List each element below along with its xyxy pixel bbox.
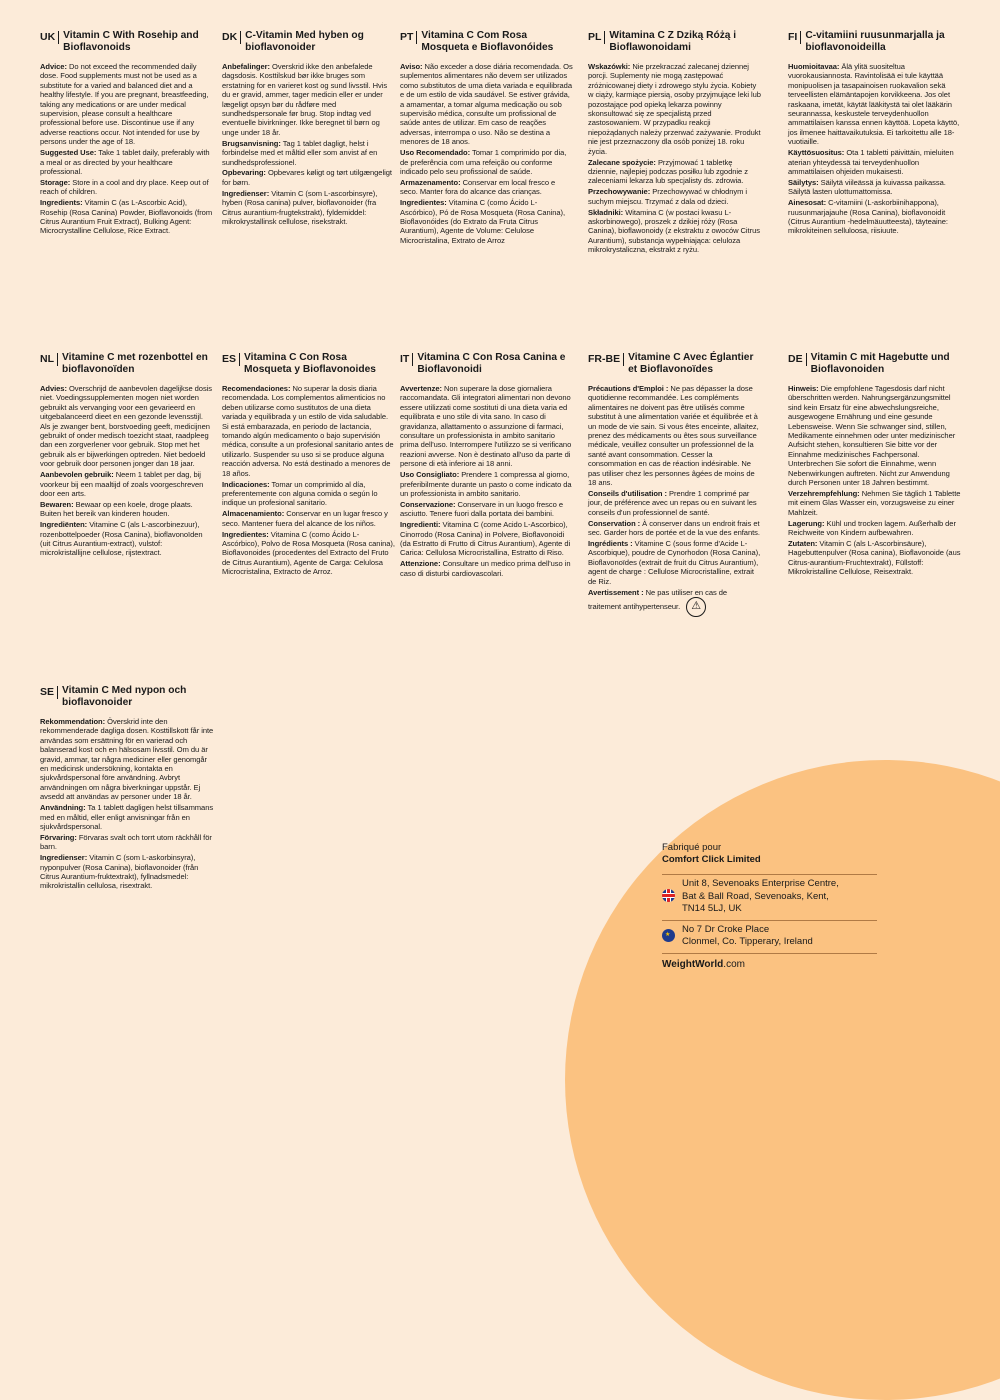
label-paragraph xyxy=(40,833,214,852)
paragraph-text: Tomar un comprimido al día, preferentemente con alguna comida o según lo indique un profesional sanitario. xyxy=(222,479,378,508)
paragraph-text: Przechowywać w chłodnym i suchym miejscu. Trzymać z dala od dzieci. xyxy=(588,187,748,206)
ie-address-line: No 7 Dr Croke Place xyxy=(682,923,770,935)
product-title: C-Vitamin Med hyben og bioflavonoider xyxy=(245,30,364,53)
label-paragraph xyxy=(788,489,962,517)
label-paragraph xyxy=(40,62,214,147)
label-paragraph xyxy=(222,384,396,478)
label-paragraph xyxy=(400,470,574,498)
section-se xyxy=(40,685,214,892)
label-paragraph xyxy=(40,178,214,197)
paragraph-text: Tomar 1 comprimido por dia, de preferência com uma refeição ou conforme indicado pelo seu profissional de saúde. xyxy=(400,148,567,176)
language-code: IT xyxy=(400,353,413,366)
paragraph-label: Storage: xyxy=(40,177,71,187)
label-paragraph xyxy=(222,139,396,167)
paragraph-label: Rekommendation: xyxy=(40,717,106,726)
paragraph-text: Säilytä viileässä ja kuivassa paikassa. Säilytä lasten ulottumattomissa. xyxy=(788,177,946,197)
label-paragraph xyxy=(40,198,214,236)
paragraph-label: Ingredientes: xyxy=(400,198,447,208)
section-header xyxy=(588,30,762,53)
label-paragraph xyxy=(400,198,574,245)
label-paragraph xyxy=(588,62,762,156)
label-paragraph xyxy=(788,198,962,236)
manufacturer-prefix: Fabriqué pour xyxy=(662,842,722,853)
section-dk xyxy=(222,30,396,228)
paragraph-label: Huomioitavaa: xyxy=(788,62,840,71)
label-paragraph xyxy=(588,187,762,206)
uk-address-line: Unit 8, Sevenoaks Enterprise Centre, xyxy=(682,878,839,889)
paragraph-text: Nehmen Sie täglich 1 Tablette mit einem Glas Wasser ein, vorzugsweise zu einer Mahlzeit. xyxy=(788,488,961,517)
label-paragraph xyxy=(788,519,962,538)
section-header xyxy=(588,352,762,375)
paragraph-text: Prendre 1 comprimé par jour, de préférence avec un repas ou en suivant les conseils d'un professionnel de santé. xyxy=(588,488,757,517)
paragraph-text: Take 1 tablet daily, preferably with a meal or as directed by your healthcare professional. xyxy=(40,148,210,176)
paragraph-text: Die empfohlene Tagesdosis darf nicht überschritten werden. Nahrungsergänzungsmittel sind kein Ersatz für eine abwechslungsreiche, ausgewogene Ernährung und eine gesunde Lebensweise. Wenn Sie schwanger sind, stillen, Medikamente einnehmen oder unter medizinischer Aufsicht stehen, konsultieren Sie bitte vor der Einnahme medizinisches Fachpersonal. Unterbrechen Sie sofort die Einnahme, wenn Nebenwirkungen auftreten. Nicht zur Anwendung durch Personen unter 18 Jahren bestimmt. xyxy=(788,384,956,488)
paragraph-text: Älä ylitä suositeltua vuorokausiannosta. Ravintolisää ei tule käyttää monipuolisen ja tasapainoisen ruokavalion sekä terveellisten elämäntapojen korvikkeena. Jos olet raskaana, imetät, käytät lääkitystä tai olet lääkärin seurannassa, keskustele terveydenhuollon ammattilaisen kanssa ennen käyttöä. Lopeta käyttö, jos ilmenee haittavaikutuksia. Ei tarkoitettu alle 18-vuotiaille. xyxy=(788,62,960,147)
paragraph-label: Advies: xyxy=(40,384,67,393)
paragraph-label: Ingrediënten: xyxy=(40,520,88,530)
paragraph-label: Précautions d'Emploi : xyxy=(588,384,669,393)
paragraph-label: Bewaren: xyxy=(40,499,74,509)
ie-address-line: Clonmel, Co. Tipperary, Ireland xyxy=(682,936,813,947)
paragraph-label: Förvaring: xyxy=(40,832,77,842)
language-code: DK xyxy=(222,31,241,44)
language-code: UK xyxy=(40,31,59,44)
section-pt xyxy=(400,30,574,247)
section-header xyxy=(40,30,214,53)
paragraph-label: Attenzione: xyxy=(400,559,441,569)
paragraph-label: Säilytys: xyxy=(788,177,819,187)
label-paragraph xyxy=(400,62,574,147)
paragraph-text: Nie przekraczać zalecanej dziennej porcji. Suplementy nie mogą zastępować zróżnicowanej diety i zdrowego stylu życia. Kobiety w ciąży, karmiące piersią, osoby przyjmujące leki lub pozostające pod opieką lekarza powinny skonsultować się ze specjalistą przed zastosowaniem. W przypadku reakcji niepożądanych należy przerwać zażywanie. Produkt nie jest przeznaczony dla osób poniżej 18. roku życia. xyxy=(588,62,761,156)
paragraph-text: Vitamina C (como Ácido L-Ascórbico), Polvo de Rosa Mosqueta (Rosa canina), Bioflavonoides (procedentes del Extracto del Fruto de Citrus Aurantium), Agente de Carga: Celulosa Microcristalina, Extracto de Arroz. xyxy=(222,529,395,577)
paragraph-label: Ingredienser: xyxy=(222,188,270,198)
section-es xyxy=(222,352,396,578)
label-paragraph xyxy=(222,62,396,137)
label-paragraph xyxy=(588,539,762,586)
label-paragraph xyxy=(40,803,214,831)
section-it xyxy=(400,352,574,580)
product-title: Witamina C Z Dziką Różą i Bioflawonoidami xyxy=(609,30,737,53)
paragraph-text: Vitamina C (como Ácido L-Ascórbico), Pó de Rosa Mosqueta (Rosa Canina), Bioflavonóides (do Extrato da Fruta Citrus Aurantium), Agente de Volume: Celulose Microcristalina, Extrato de Arroz xyxy=(400,198,566,245)
section-pl xyxy=(588,30,762,256)
paragraph-text: Opbevares køligt og tørt utilgængeligt for børn. xyxy=(222,168,392,187)
section-de xyxy=(788,352,962,578)
label-paragraph xyxy=(588,588,762,617)
paragraph-text: Przyjmować 1 tabletkę dziennie, najlepiej podczas posiłku lub zgodnie z zaleceniami lekarza lub specjalisty ds. zdrowia. xyxy=(588,157,748,186)
label-paragraph xyxy=(222,509,396,528)
paragraph-text: Conservar en un lugar fresco y seco. Mantener fuera del alcance de los niños. xyxy=(222,509,388,528)
brand-domain: .com xyxy=(723,958,745,970)
paragraph-text: Vitamin C (som L-askorbinsyra), nyponpulver (Rosa Canina), bioflavonoider (från Citrus Aurantium-fruktextrakt), fyllnadsmedel: mikrokristallin cellulosa, risextrakt. xyxy=(40,853,199,891)
label-paragraph xyxy=(788,178,962,197)
paragraph-label: Recomendaciones: xyxy=(222,384,291,393)
paragraph-label: Opbevaring: xyxy=(222,168,266,178)
paragraph-text: Förvaras svalt och torrt utom räckhåll för barn. xyxy=(40,832,212,852)
label-paragraph xyxy=(400,148,574,176)
paragraph-label: Uso Consigliato: xyxy=(400,470,460,480)
paragraph-label: Conservation : xyxy=(588,518,641,528)
product-title: Vitamina C Con Rosa Mosqueta y Bioflavonoides xyxy=(244,352,376,375)
paragraph-label: Avvertenze: xyxy=(400,384,442,393)
language-code: FI xyxy=(788,31,801,44)
paragraph-label: Aanbevolen gebruik: xyxy=(40,470,114,480)
paragraph-text: Non superare la dose giornaliera raccomandata. Gli integratori alimentari non devono essere utilizzati come sostituti di una dieta varia ed equilibrata e uno stile di vita sano. In caso di gravidanza, allattamento o assunzione di farmaci, consultare un professionista in ambito sanitario prima dell'uso. Interrompere l'utilizzo se si verificano reazioni avverse. Non è destinato all'uso da parte di persone di età inferiore ai 18 anni. xyxy=(400,384,572,469)
paragraph-label: Armazenamento: xyxy=(400,177,461,187)
paragraph-label: Advice: xyxy=(40,62,67,71)
paragraph-label: Ingredients: xyxy=(40,198,83,208)
product-title: C-vitamiini ruusunmarjalla ja bioflavonoideilla xyxy=(805,30,945,53)
ie-address xyxy=(662,920,877,953)
label-paragraph xyxy=(40,520,214,558)
language-code: ES xyxy=(222,353,240,366)
paragraph-label: Aviso: xyxy=(400,62,423,71)
paragraph-label: Käyttösuositus: xyxy=(788,148,845,158)
uk-address-line: TN14 5LJ, UK xyxy=(682,903,742,914)
paragraph-text: Överskrid inte den rekommenderade dagliga dosen. Kosttillskott får inte användas som ersättning för en varierad och balanserad kost och en hälsosam livsstil. Om du är gravid, ammar, tar några mediciner eller genomgår en medicinsk undersökning, kontakta en sjukvårdspersonal före användning. Avbryt användningen om några biverkningar uppstår. Ej avsedd att användas av personer under 18 år. xyxy=(40,717,214,802)
label-paragraph xyxy=(588,208,762,255)
label-paragraph xyxy=(588,158,762,186)
label-paragraph xyxy=(588,384,762,487)
label-paragraph xyxy=(222,530,396,577)
manufacturer-block xyxy=(662,842,877,971)
paragraph-label: Indicaciones: xyxy=(222,479,270,489)
section-fi xyxy=(788,30,962,237)
paragraph-label: Wskazówki: xyxy=(588,62,631,71)
label-paragraph xyxy=(222,480,396,508)
label-paragraph xyxy=(400,178,574,197)
paragraph-label: Anbefalinger: xyxy=(222,62,270,71)
label-paragraph xyxy=(40,384,214,469)
section-header xyxy=(400,352,574,375)
paragraph-label: Zutaten: xyxy=(788,539,818,548)
paragraph-label: Zalecane spożycie: xyxy=(588,157,656,167)
paragraph-text: Vitamina C (come Acido L-Ascorbico), Cinorrodo (Rosa Canina) in Polvere, Bioflavonoidi (da Estratto di Frutto di Citrus Aurantium), Agente di Carica: Cellulosa Microcristallina, Estratto di Riso. xyxy=(400,520,571,558)
paragraph-text: Bewaar op een koele, droge plaats. Buiten het bereik van kinderen houden. xyxy=(40,499,193,519)
language-code: PT xyxy=(400,31,417,44)
section-uk xyxy=(40,30,214,237)
paragraph-text: Witamina C (w postaci kwasu L-askorbinowego), proszek z dzikiej róży (Rosa Canina), bioflawonoidy (z ekstraktu z owoców Citrus Aurantium), substancja wypełniająca: celuloza mikrokrystaliczna, ekstrakt z ryżu. xyxy=(588,207,760,255)
label-paragraph xyxy=(788,539,962,577)
manufacturer-company: Comfort Click Limited xyxy=(662,854,761,865)
section-header xyxy=(400,30,574,53)
section-header xyxy=(788,30,962,53)
language-code: DE xyxy=(788,353,807,366)
product-title: Vitamina C Com Rosa Mosqueta e Bioflavonóides xyxy=(421,30,554,53)
paragraph-label: Ingredienser: xyxy=(40,853,88,863)
eu-flag-icon xyxy=(662,929,675,942)
paragraph-text: Vitamin C (as L-Ascorbic Acid), Rosehip (Rosa Canina) Powder, Bioflavonoids (from Citrus Aurantium Fruit Extract), Bulking Agent: Microcrystalline Cellulose, Rice Extract. xyxy=(40,198,213,236)
paragraph-text: Vitamin C (als L-Ascorbinsäure), Hagebuttenpulver (Rosa canina), Bioflavonoide (aus Citrus-aurantium-Fruchtextrakt), Füllstoff: Mikrokristalline Cellulose, Reisextrakt. xyxy=(788,539,961,577)
paragraph-text: No superar la dosis diaria recomendada. Los complementos alimenticios no deben utilizarse como sustitutos de una dieta variada y equilibrada y un estilo de vida saludable. Si está embarazada, en periodo de lactancia, tomando algún medicamento o bajo supervisión médica, consulte a un profesional sanitario antes de utilizarlo. Suspender su uso si se produce alguna reacción adversa. No está destinado a menores de 18 años. xyxy=(222,384,394,478)
paragraph-text: Kühl und trocken lagern. Außerhalb der Reichweite von Kindern aufbewahren. xyxy=(788,518,956,538)
paragraph-label: Ainesosat: xyxy=(788,198,827,208)
label-paragraph xyxy=(40,717,214,802)
label-paragraph xyxy=(400,520,574,558)
product-title: Vitamine C met rozenbottel en bioflavonoïden xyxy=(62,352,208,375)
paragraph-text: Overschrijd de aanbevolen dagelijkse dosis niet. Voedingssupplementen mogen niet worden gebruikt als vervanging voor een gevarieerd en uitgebalanceerd dieet en een gezonde levensstijl. Als je zwanger bent, borstvoeding geeft, medicijnen gebruikt of onder medisch toezicht staat, raadpleeg dan een zorgverlener voor gebruik. Stop met het gebruik als er bijwerkingen optreden. Niet bedoeld voor gebruik door personen jonger dan 18 jaar. xyxy=(40,384,213,469)
paragraph-text: Vitamine C (als L-ascorbinezuur), rozenbottelpoeder (Rosa Canina), bioflavonoïden (uit Citrus Aurantium-extract), vulstof: microkristallijne cellulose, rijstextract. xyxy=(40,520,203,558)
paragraph-text: Ota 1 tabletti päivittäin, mieluiten aterian yhteydessä tai terveydenhuollon ammattilaisen ohjeiden mukaisesti. xyxy=(788,148,954,176)
label-paragraph xyxy=(588,489,762,517)
paragraph-label: Avertissement : xyxy=(588,587,644,597)
paragraph-text: Ne pas dépasser la dose quotidienne recommandée. Les compléments alimentaires ne doivent pas être utilisés comme substitut à une alimentation variée et équilibrée et à un mode de vie sain. Si vous êtes enceinte, allaitez, prenez des médicaments ou êtes sous surveillance médicale, veuillez consulter un professionnel de la santé avant consommation. Cesser la consommation en cas de réaction indésirable. Ne pas utiliser chez les personnes âgées de moins de 18 ans. xyxy=(588,384,759,488)
paragraph-text: Overskrid ikke den anbefalede dagsdosis. Kosttilskud bør ikke bruges som erstatning for en varieret kost og sund livsstil. Hvis du er gravid, ammer, tager medicin eller er under lægeligt opsyn bør du rådføre med sundhedspersonale før brug. Stop indtag ved eventuelle bivirkninger. Ikke beregnet til børn og unge under 18 år. xyxy=(222,62,388,137)
label-paragraph xyxy=(788,62,962,147)
section-header xyxy=(788,352,962,375)
section-header xyxy=(222,352,396,375)
uk-address xyxy=(662,874,877,920)
label-paragraph xyxy=(788,384,962,487)
paragraph-label: Ingrédients : xyxy=(588,539,633,548)
paragraph-label: Hinweis: xyxy=(788,384,819,393)
paragraph-text: Vitamin C (som L-ascorbinsyre), hyben (Rosa canina) pulver, bioflavonoider (fra Citrus aurantium-frugtekstrakt), fyldemiddel: mikrokrystallinsk cellulose, risekstrakt. xyxy=(222,188,378,226)
language-code: SE xyxy=(40,686,58,699)
label-paragraph xyxy=(40,500,214,519)
paragraph-text: Neem 1 tablet per dag, bij voorkeur bij een maaltijd of zoals voorgeschreven door een arts. xyxy=(40,470,204,498)
paragraph-label: Ingredienti: xyxy=(400,520,441,530)
uk-address-line: Bat & Ball Road, Sevenoaks, Kent, xyxy=(682,890,829,902)
label-paragraph xyxy=(588,519,762,538)
label-paragraph xyxy=(400,559,574,578)
paragraph-label: Verzehrempfehlung: xyxy=(788,488,860,498)
paragraph-label: Användning: xyxy=(40,803,86,813)
paragraph-text: Tag 1 tablet dagligt, helst i forbindelse med et måltid eller som anvist af en sundhedsprofessionel. xyxy=(222,138,378,167)
paragraph-text: Ne pas utiliser en cas de traitement antihypertenseur. xyxy=(588,587,728,611)
paragraph-text: À conserver dans un endroit frais et sec. Garder hors de portée et de la vue des enfants. xyxy=(588,518,760,538)
paragraph-label: Almacenamiento: xyxy=(222,509,285,519)
section-header xyxy=(40,352,214,375)
label-paragraph xyxy=(400,500,574,519)
paragraph-label: Przechowywanie: xyxy=(588,187,651,197)
paragraph-text: Conservar em local fresco e seco. Manter fora do alcance das crianças. xyxy=(400,177,556,197)
paragraph-label: Conseils d'utilisation : xyxy=(588,488,668,498)
paragraph-label: Składniki: xyxy=(588,207,624,217)
label-paragraph xyxy=(222,168,396,187)
label-paragraph xyxy=(400,384,574,469)
uk-flag-icon xyxy=(662,889,675,902)
paragraph-text: Store in a cool and dry place. Keep out of reach of children. xyxy=(40,177,209,197)
paragraph-label: Suggested Use: xyxy=(40,148,97,158)
product-title: Vitamin C Med nypon och bioflavonoider xyxy=(62,685,187,708)
paragraph-text: Conservare in un luogo fresco e asciutto. Tenere fuori dalla portata dei bambini. xyxy=(400,499,563,519)
product-title: Vitamin C mit Hagebutte und Bioflavonoiden xyxy=(810,352,950,375)
paragraph-label: Uso Recomendado: xyxy=(400,148,471,158)
language-code: PL xyxy=(588,31,605,44)
language-code: FR-BE xyxy=(588,353,624,366)
paragraph-label: Brugsanvisning: xyxy=(222,138,281,148)
product-title: Vitamin C With Rosehip and Bioflavonoids xyxy=(63,30,199,53)
language-code: NL xyxy=(40,353,58,366)
paragraph-text: Consultare un medico prima dell'uso in caso di disturbi cardiovascolari. xyxy=(400,559,571,578)
paragraph-text: Ta 1 tablett dagligen helst tillsammans med en måltid, eller enligt anvisningar från en sjukvårdspersonal. xyxy=(40,803,214,831)
label-paragraph xyxy=(40,470,214,498)
section-header xyxy=(40,685,214,708)
brand-website xyxy=(662,953,877,971)
section-fr xyxy=(588,352,762,618)
section-nl xyxy=(40,352,214,559)
label-paragraph xyxy=(222,189,396,227)
label-paragraph xyxy=(788,148,962,176)
paragraph-text: Vitamine C (sous forme d'Acide L-Ascorbique), poudre de Cynorhodon (Rosa Canina), Bioflavonoïdes (extrait de fruit du Citrus Aurantium), agent de charge : Cellulose Microcristalline, extrait de Riz. xyxy=(588,539,761,586)
paragraph-text: Do not exceed the recommended daily dose. Food supplements must not be used as a substitute for a varied and balanced diet and a healthy lifestyle. If you are pregnant, breastfeeding, taking any medications or are under medical supervision, please consult a healthcare professional before use. Discontinue use if any adverse reactions occur. Not intended for use by persons under the age of 18. xyxy=(40,62,209,147)
paragraph-label: Lagerung: xyxy=(788,518,825,528)
brand-name: WeightWorld xyxy=(662,958,724,970)
label-paragraph xyxy=(40,853,214,891)
product-title: Vitamina C Con Rosa Canina e Bioflavonoidi xyxy=(417,352,566,375)
paragraph-text: C-vitamiini (L-askorbiinihappona), ruusunmarjajauhe (Rosa Canina), bioflavonoidit (Citrus Aurantium -hedelmäuutteesta), täyteaine: mikrokiteinen selluloosa, riisiuute. xyxy=(788,198,948,236)
paragraph-label: Conservazione: xyxy=(400,499,456,509)
pregnancy-warning-icon: ⚠ xyxy=(686,597,706,617)
section-header xyxy=(222,30,396,53)
paragraph-text: Não exceder a dose diária recomendada. Os suplementos alimentares não devem ser utilizados como substitutos de uma dieta variada e equilibrada e de um estilo de vida saudável. Se estiver grávida, a amamentar, a tomar alguma medicação ou sob supervisão médica, consulte um profissional de saúde antes de utilizar. Em caso de reações adversas, interrompa o uso. Não se destina a menores de 18 anos. xyxy=(400,62,573,147)
paragraph-label: Ingredientes: xyxy=(222,529,269,539)
product-title: Vitamine C Avec Églantier et Bioflavonoïdes xyxy=(628,352,754,375)
label-paragraph xyxy=(40,148,214,176)
paragraph-text: Prendere 1 compressa al giorno, preferibilmente durante un pasto o come indicato da un professionista in ambito sanitario. xyxy=(400,470,572,498)
